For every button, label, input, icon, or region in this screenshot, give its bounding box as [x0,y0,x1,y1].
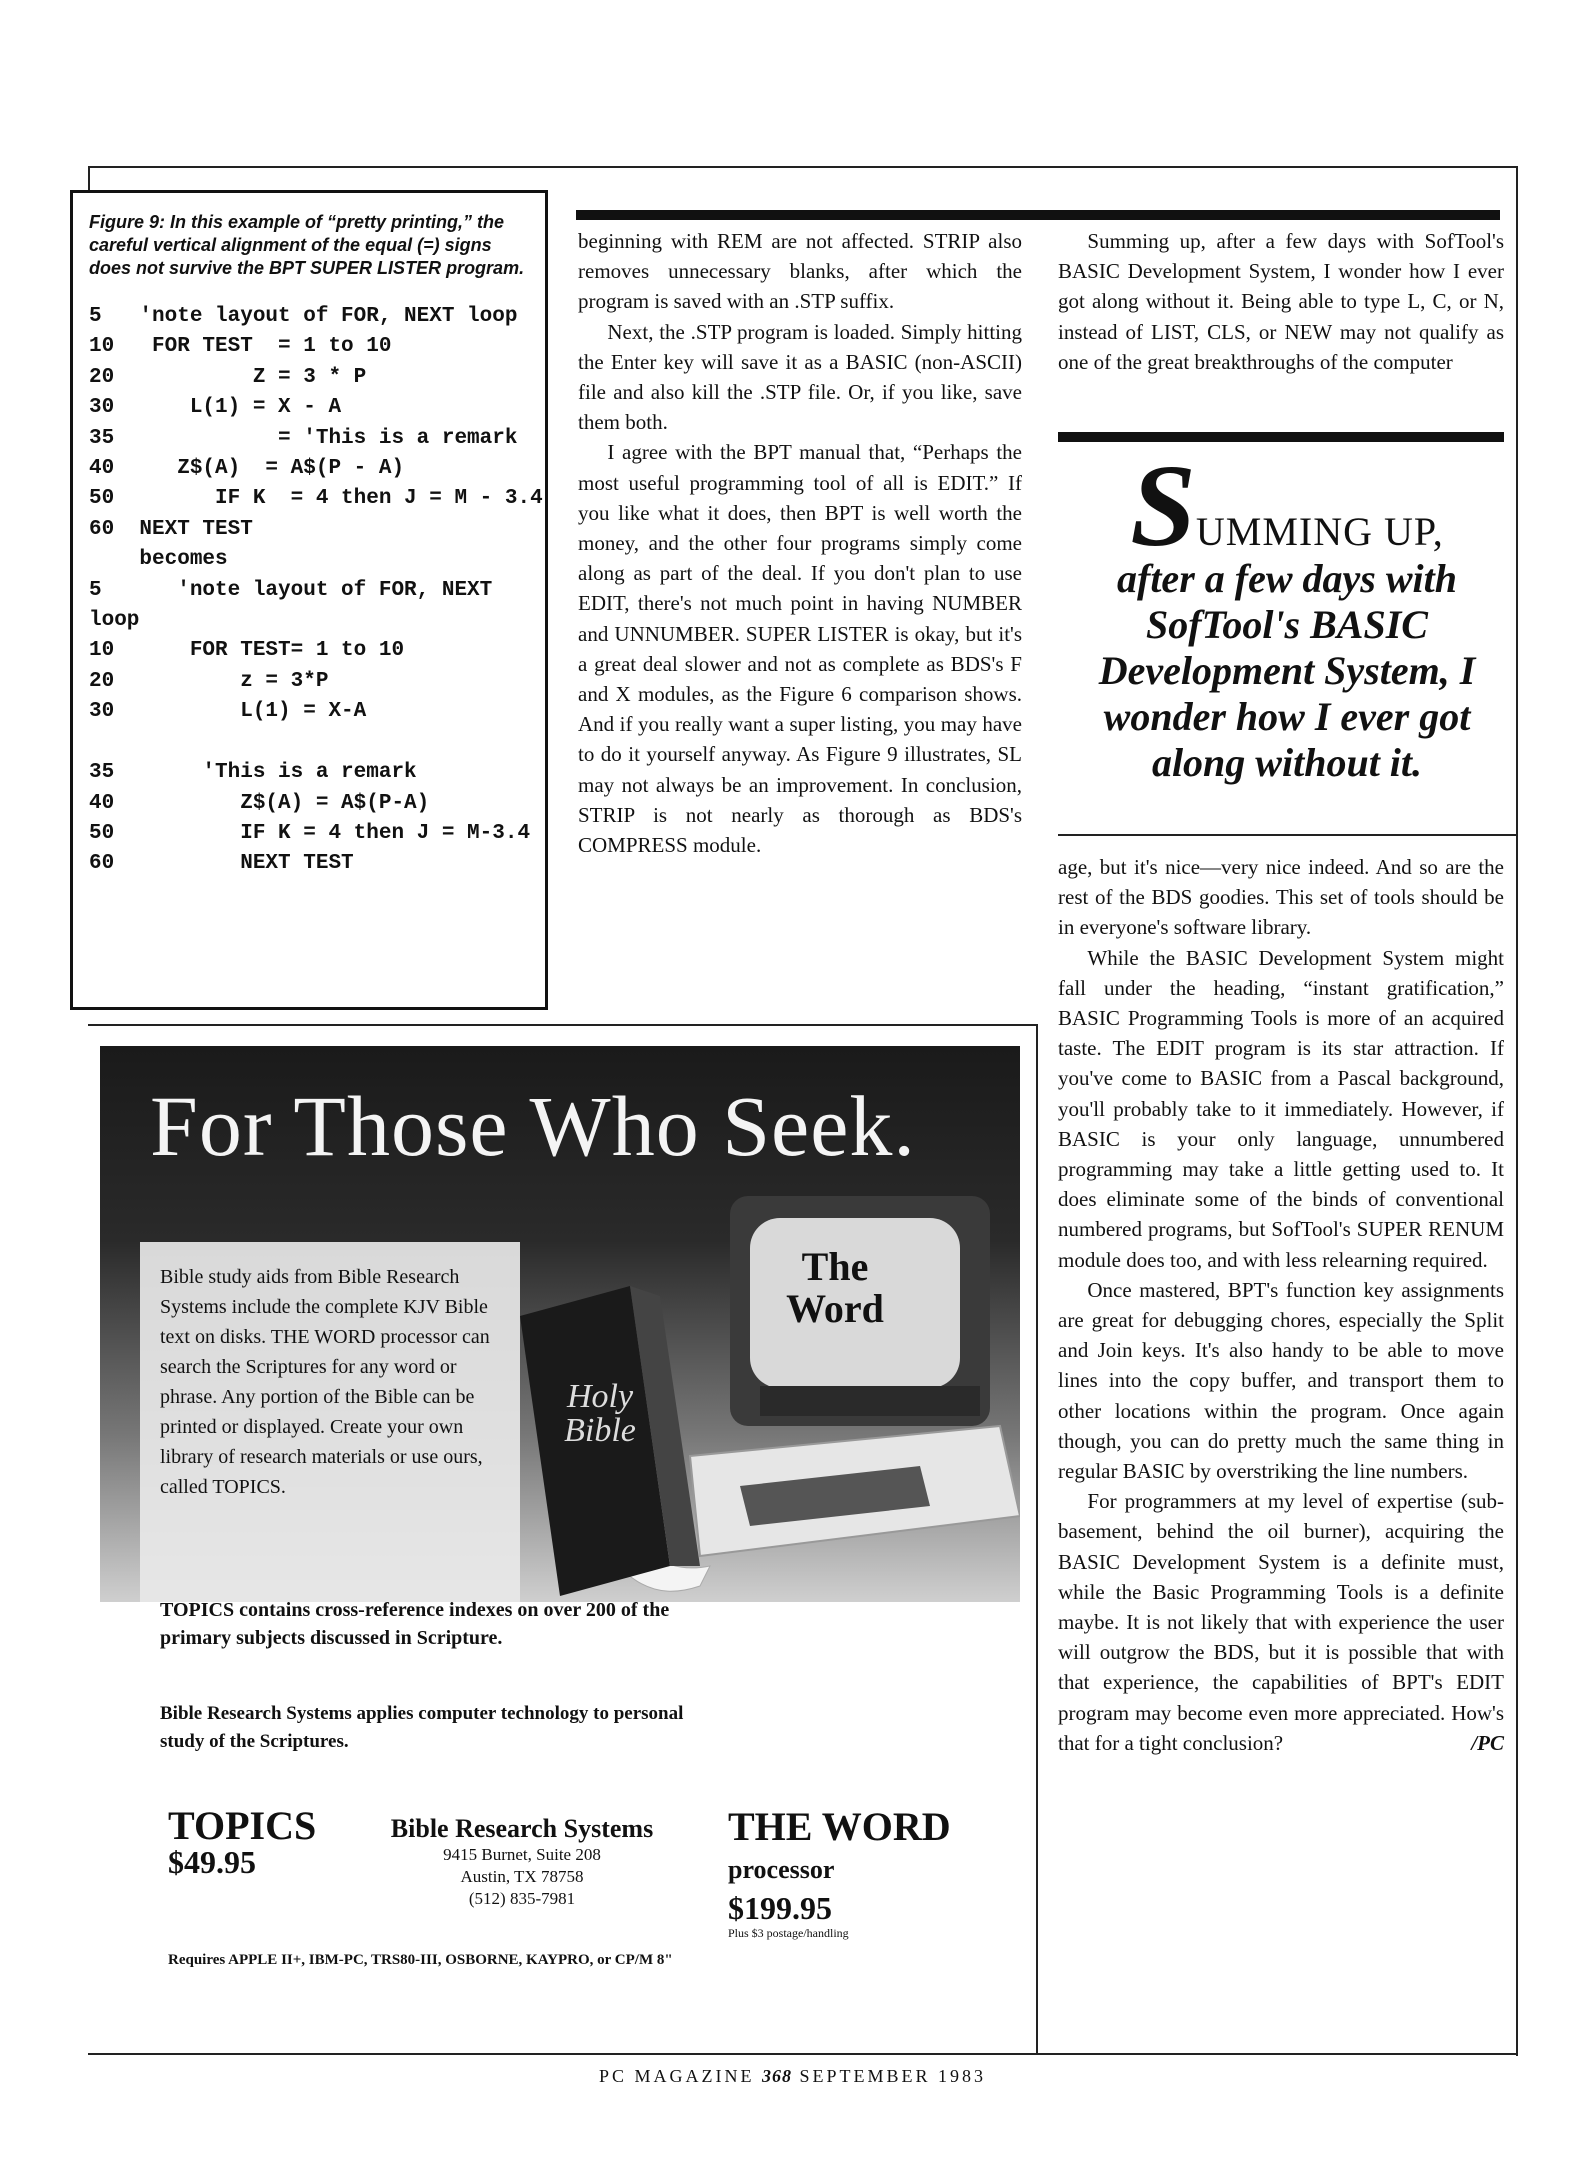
footer-magazine: PC MAGAZINE [598,2066,755,2086]
pull-quote-text: after a few days with SofTool's BASIC Development System, I wonder how I ever got along without it. [1098,556,1476,785]
ad-topics-offer [168,1803,317,1880]
screen-title: The Word [786,1244,884,1331]
figure-caption: Figure 9: In this example of “pretty printing,” the careful vertical alignment of the equal (=) signs does not survive the BPT SUPER LISTER program. [89,212,525,278]
footer-date: SEPTEMBER 1983 [799,2066,987,2086]
pull-quote [1058,440,1516,786]
topics-name: TOPICS [168,1803,317,1848]
page-footer [0,2066,1585,2087]
word-shipping: Plus $3 postage/handling [728,1926,849,1940]
pull-quote-initial: S [1130,440,1196,571]
page-frame-top [88,166,1518,168]
ad-company-block [372,1814,672,1910]
paragraph: beginning with REM are not affected. STRIP also removes unnecessary blanks, after which the program is saved with an .STP suffix. [578,229,1022,314]
ad-top-rule [88,1024,1038,1026]
company-name: Bible Research Systems [390,1814,654,1843]
word-name: THE WORD [728,1804,951,1849]
pull-quote-top-rule [1058,432,1504,442]
article-column-middle [578,226,1022,860]
company-address-2: Austin, TX 78758 [460,1867,584,1886]
ad-right-rule [1036,1024,1038,2054]
paragraph: age, but it's nice—very nice indeed. And so are the rest of the BDS goodies. This set of tools should be in everyone's software library. [1058,855,1504,940]
company-address-1: 9415 Burnet, Suite 208 [443,1845,601,1864]
column-top-rule [576,210,1500,220]
article-column-right-bottom [1058,852,1504,1758]
ad-word-offer [728,1804,951,1941]
ad-requirements: Requires APPLE II+, IBM-PC, TRS80-III, OSBORNE, KAYPRO, or CP/M 8" [168,1952,673,1968]
word-subtitle: processor [728,1855,835,1884]
ad-headline: For Those Who Seek. [150,1078,916,1174]
signoff: /PC [1471,1730,1504,1755]
paragraph: Summing up, after a few days with SofTool's BASIC Development System, I wonder how I ever got along without it. Being able to type L, C, or N, instead of LIST, CLS, or NEW may not qualify as one of the great breakthroughs of the computer [1058,229,1504,374]
page-frame-right [1516,166,1518,2056]
computer-keyboard-icon [690,1426,1020,1556]
ad-tagline: Bible Research Systems applies computer technology to personal study of the Scriptures. [160,1703,684,1752]
pull-quote-bottom-rule [1058,834,1516,836]
article-column-right-top [1058,226,1504,377]
footer-page-number: 368 [761,2066,792,2086]
paragraph: For programmers at my level of expertise (sub-basement, behind the oil burner), acquiring the BASIC Development System is a definite must, while the Basic Programming Tools is a definite maybe. It is not likely that with experience the user will outgrow the BDS, but it is possible that with that experience, the capabilities of BPT's EDIT program may become even more appreciated. How's that for a tight conclusion? /PC [1058,1486,1504,1758]
paragraph: I agree with the BPT manual that, “Perhaps the most useful programming tool of all is EDIT.” If you like what it does, then BPT is well worth the money, and the other four programs simply come along as part of the deal. If you don't plan to use EDIT, there's not much point in having NUMBER and UNNUMBER. SUPER LISTER is okay, but it's a great deal slower and not as complete as BDS's F and X modules, as the Figure 6 comparison shows. And if you really want a super listing, you may have to do it yourself anyway. As Figure 9 illustrates, SL may not always be an improvement. In conclusion, STRIP is not nearly as thorough as BDS's COMPRESS module. [578,440,1022,858]
paragraph: Next, the .STP program is loaded. Simply hitting the Enter key will save it as a BASIC (non-ASCII) file and also kill the .STP file. Or, if you like, save them both. [578,319,1022,435]
pull-quote-lead: UMMING UP, [1195,509,1444,554]
paragraph: While the BASIC Development System might fall under the heading, “instant gratification,” BASIC Programming Tools is more of an acquired taste. The EDIT program is its star attraction. If you've come to BASIC from a Pascal background, you'll probably take to it immediately. However, if BASIC is your only language, unnumbered programming may take a little getting used to. It does eliminate some of the binds of conventional numbered programs, but SofTool's SUPER RENUM module does too, and with less relearning required. [1058,945,1504,1272]
company-phone: (512) 835-7981 [468,1889,576,1908]
code-listing: 5 'note layout of FOR, NEXT loop 10 FOR TEST = 1 to 10 20 Z = 3 * P 30 L(1) = X - A 35 = 'This is a remark 40 Z$(A) = A$(P - A) 50 IF K = 4 then J = M - 3.4 60 NEXT TEST becomes 5 'note layout of FOR, NEXT loop 10 FOR TEST= 1 to 10 20 z = 3*P 30 L(1) = X-A 35 'This is a remark 40 Z$(A) = A$(P-A) 50 IF K = 4 then J = M-3.4 60 NEXT TEST [89,305,543,876]
bible-cover-title: Holy Bible [564,1378,636,1449]
ad-blurb: Bible study aids from Bible Research Systems include the complete KJV Bible text on disks. THE WORD processor can search the Scriptures for any word or phrase. Any portion of the Bible can be printed or displayed. Create your own library of research materials or use ours, called TOPICS. [160,1266,490,1498]
topics-price: $49.95 [168,1844,256,1880]
page-frame-left [88,166,90,190]
ad-topics-description: TOPICS contains cross-reference indexes on over 200 of the primary subjects discussed in Scripture. [160,1599,670,1649]
figure-9-box [70,190,548,1010]
word-price: $199.95 [728,1890,832,1926]
page-frame-bottom [88,2053,1518,2055]
paragraph: Once mastered, BPT's function key assignments are great for debugging chores, especially the Split and Join keys. It's also handy to be able to move lines into the copy buffer, and transport them to other locations within the program. Once again though, you can do pretty much the same thing in regular BASIC by overstriking the line numbers. [1058,1277,1504,1484]
